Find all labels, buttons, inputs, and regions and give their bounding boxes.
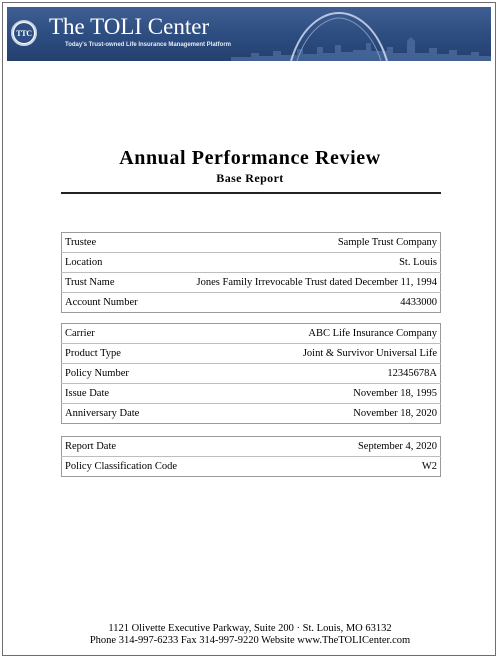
report-title: Annual Performance Review: [119, 147, 381, 169]
report-info-table: [61, 436, 441, 477]
row-value: St. Louis: [153, 253, 440, 273]
row-label: Policy Number: [62, 364, 200, 384]
row-label: Product Type: [62, 344, 200, 364]
row-value: W2: [421, 461, 437, 472]
report-subtitle: Base Report: [216, 171, 284, 185]
title-divider: [61, 192, 441, 194]
table-row: [62, 384, 441, 404]
table-row: [62, 437, 441, 457]
header-banner: [7, 7, 491, 61]
row-value: ABC Life Insurance Company: [200, 324, 441, 344]
trust-info-table: [61, 232, 441, 313]
row-value: 12345678A: [200, 364, 441, 384]
row-label: Location: [62, 253, 154, 273]
row-label: Issue Date: [62, 384, 200, 404]
footer-address: 1121 Olivette Executive Parkway, Suite 200 · St. Louis, MO 63132: [108, 623, 392, 634]
table-row: [62, 233, 441, 253]
row-value: Joint & Survivor Universal Life: [200, 344, 441, 364]
row-value: November 18, 2020: [353, 408, 437, 419]
row-label: Trustee: [62, 233, 154, 253]
row-label: Carrier: [62, 324, 200, 344]
brand-name: The TOLI Center: [49, 14, 210, 39]
table-row: [62, 253, 441, 273]
brand-tagline: Today's Trust-owned Life Insurance Management Platform: [65, 42, 232, 48]
row-label: Anniversary Date: [65, 408, 140, 419]
row-value: 4433000: [400, 297, 437, 308]
table-row: [62, 293, 441, 313]
row-value: November 18, 1995: [200, 384, 441, 404]
row-label: Report Date: [62, 437, 282, 457]
row-value: Jones Family Irrevocable Trust dated December 11, 1994: [153, 273, 440, 293]
document-page: [2, 2, 496, 656]
table-row: [62, 344, 441, 364]
table-row: [62, 404, 441, 424]
logo-text: TTC: [14, 23, 34, 43]
table-row: [62, 324, 441, 344]
footer-contact: Phone 314-997-6233 Fax 314-997-9220 Website www.TheTOLICenter.com: [89, 635, 411, 646]
row-label: Trust Name: [62, 273, 154, 293]
policy-info-table: [61, 323, 441, 424]
row-label: Policy Classification Code: [65, 461, 177, 472]
table-row: [62, 457, 441, 477]
skyline-arch-icon: [231, 7, 491, 61]
table-row: [62, 364, 441, 384]
row-label: Account Number: [65, 297, 138, 308]
row-value: Sample Trust Company: [153, 233, 440, 253]
page-footer: [3, 623, 496, 647]
table-row: [62, 273, 441, 293]
row-value: September 4, 2020: [282, 437, 441, 457]
ttc-logo-icon: [11, 20, 37, 46]
